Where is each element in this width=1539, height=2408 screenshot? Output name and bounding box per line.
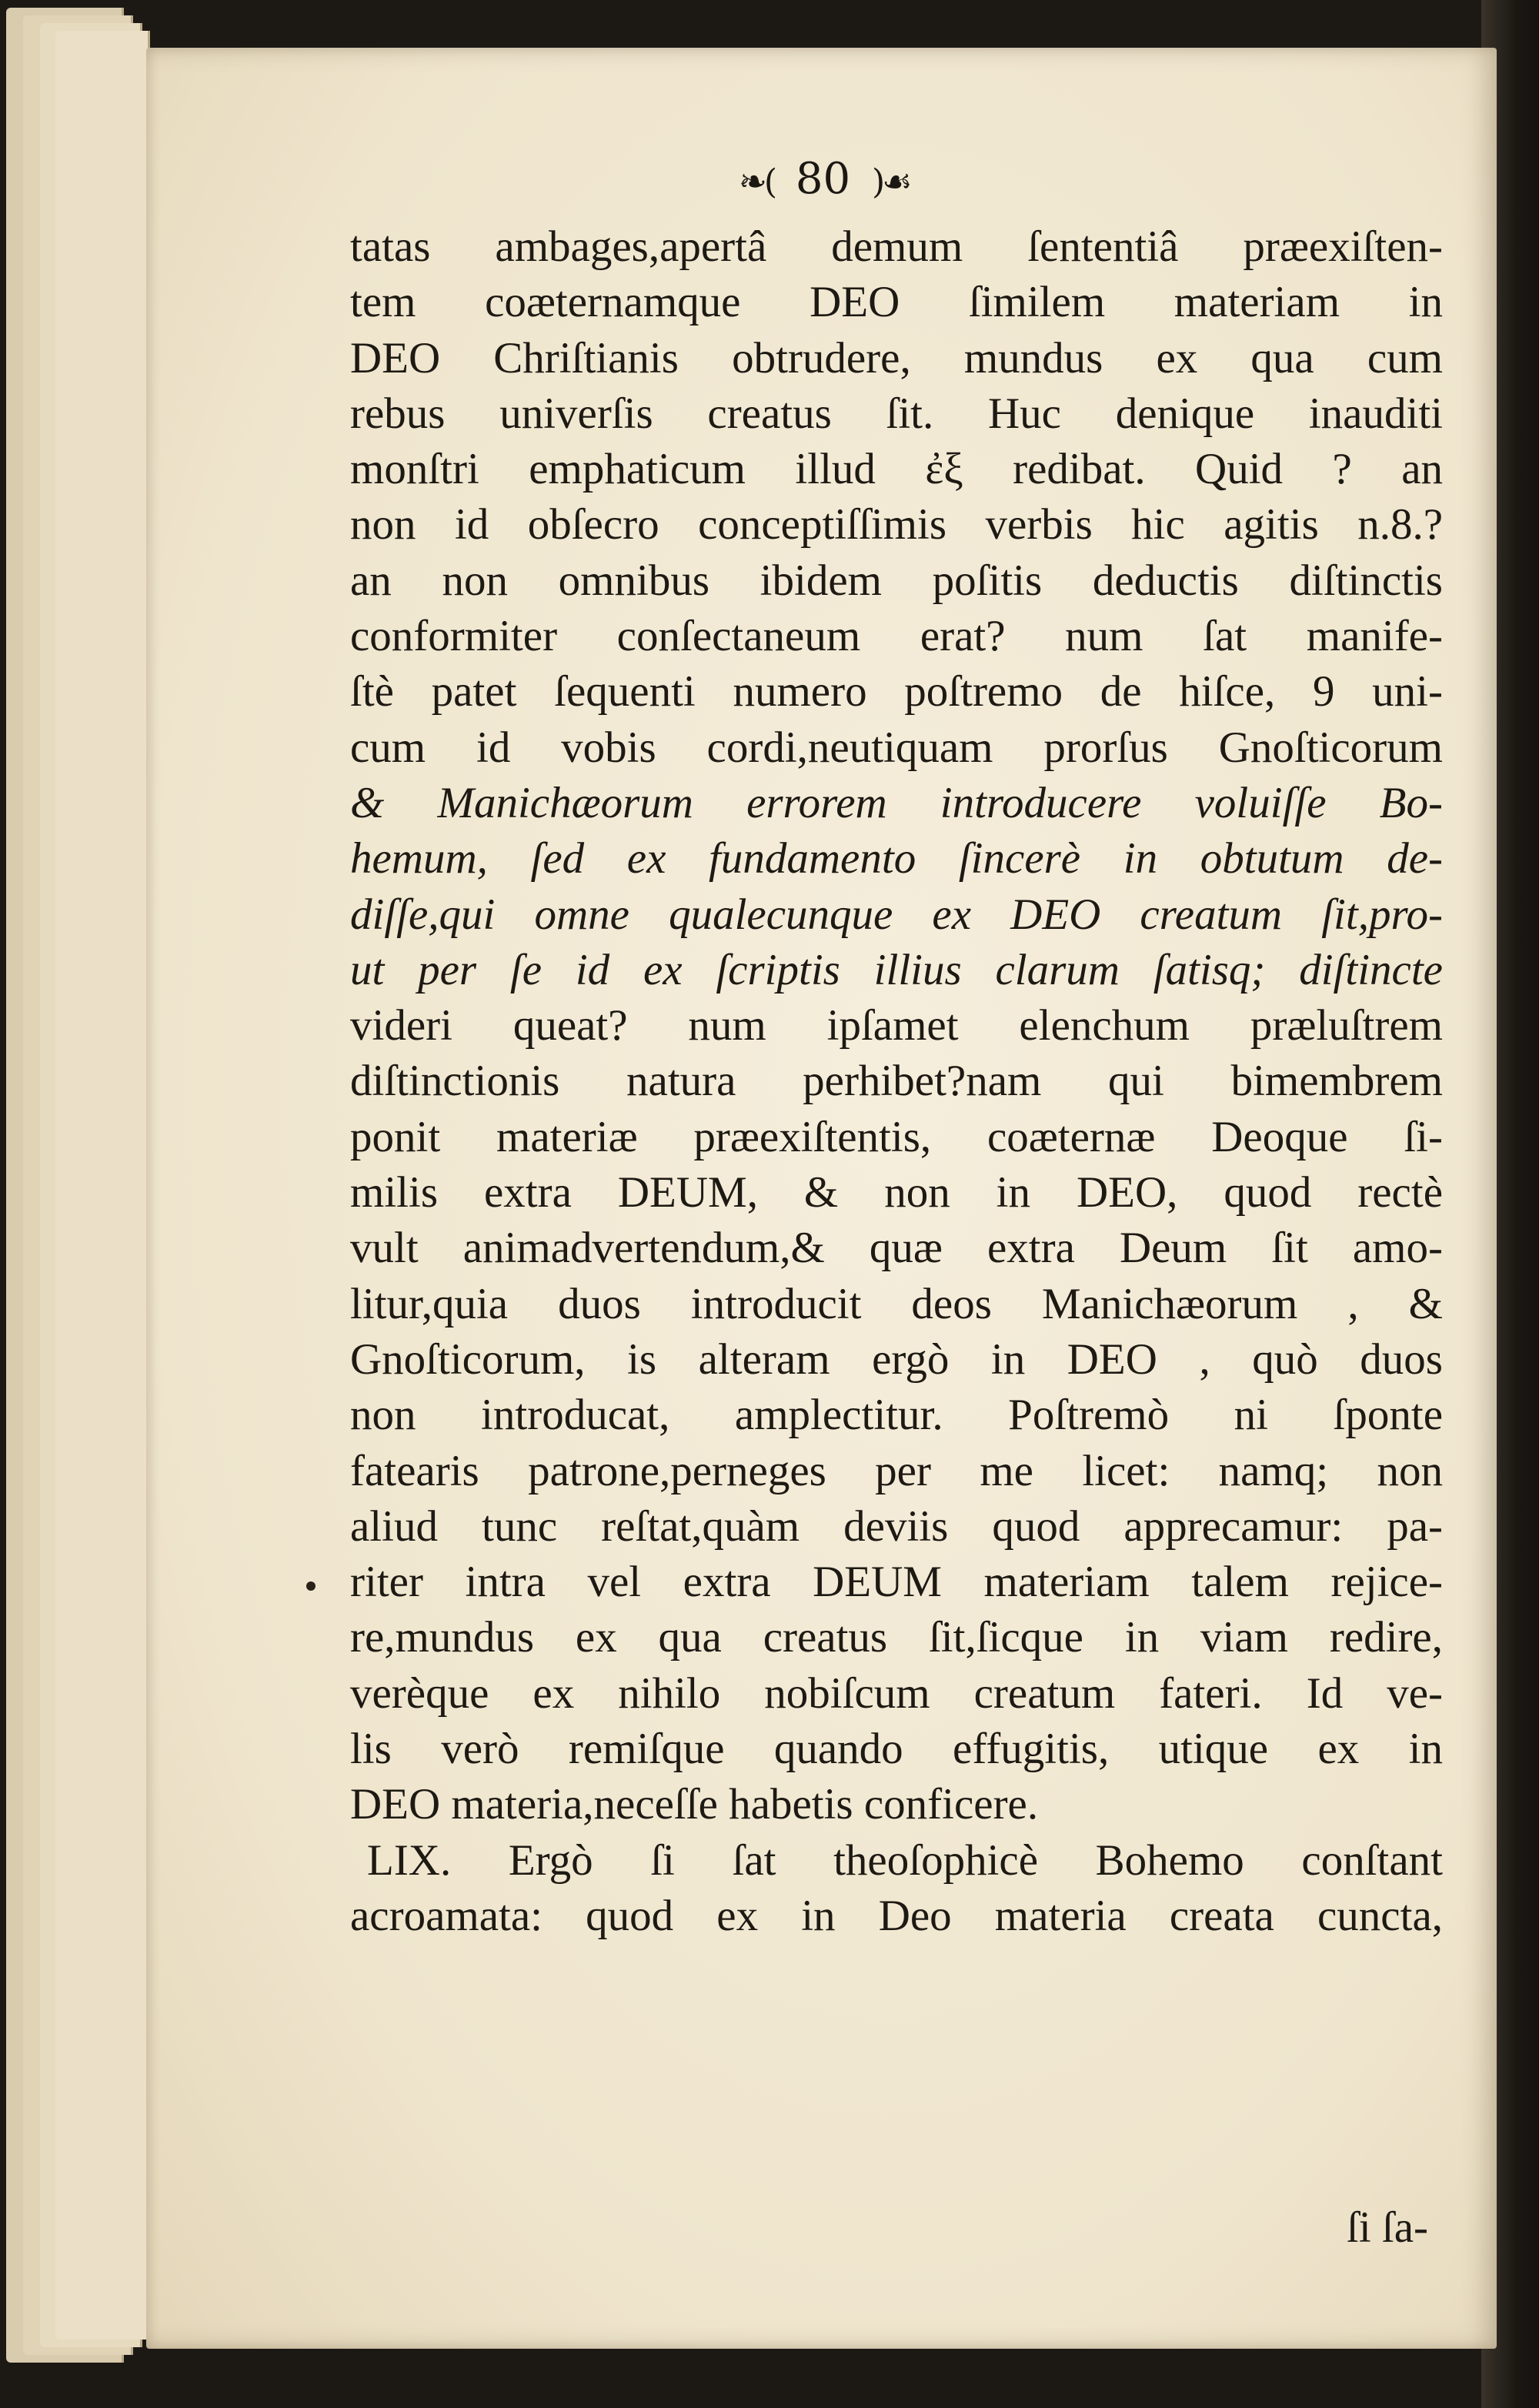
text-line: rebus univerſis creatus ſit. Huc denique inauditi [350, 389, 1443, 438]
text-line: diſſe,qui omne qualecunque ex DEO creatum ſit,pro- [350, 890, 1443, 939]
text-line: videri queat? num ipſamet elenchum præluſtrem [350, 1001, 1443, 1050]
text-line: DEO Chriſtianis obtrudere, mundus ex qua cum [350, 333, 1443, 382]
text-line: lis verò remiſque quando effugitis, utique ex in [350, 1725, 1443, 1774]
text-line: vult animadvertendum,& quæ extra Deum ſit amo- [350, 1224, 1443, 1273]
text-line: ſtè patet ſequenti numero poſtremo de hiſce, 9 uni- [350, 667, 1443, 716]
text-line: non introducat, amplectitur. Poſtremò ni ſponte [350, 1391, 1443, 1440]
text-line: DEO materia,neceſſe habetis conficere. [350, 1780, 1039, 1829]
ink-speck [306, 1581, 315, 1591]
text-line: LIX. Ergò ſi ſat theoſophicè Bohemo conſtant [367, 1835, 1443, 1885]
left-ornament: ❧( [739, 162, 775, 202]
text-line: & Manichæorum errorem introducere voluiſſe Bo- [350, 778, 1443, 827]
text-line: verèque ex nihilo nobiſcum creatum fateri. Id ve- [350, 1668, 1443, 1718]
right-ornament: )☙ [871, 162, 910, 202]
text-line: conformiter conſectaneum erat? num ſat manife- [350, 612, 1443, 661]
body-text [350, 219, 1443, 1944]
text-line: non id obſecro conceptiſſimis verbis hic agitis n.8.? [350, 500, 1443, 549]
page-edge [55, 31, 150, 2340]
text-line: ponit materiæ præexiſtentis, coæternæ Deoque ſi- [350, 1112, 1443, 1161]
text-line: litur,quia duos introducit deos Manichæorum , & [350, 1279, 1443, 1328]
text-line: monſtri emphaticum illud ἐξ redibat. Quid ? an [350, 445, 1443, 494]
text-line: diſtinctionis natura perhibet?nam qui bimembrem [350, 1057, 1443, 1106]
text-line: cum id vobis cordi,neutiquam prorſus Gnoſticorum [350, 723, 1443, 772]
text-line: milis extra DEUM, & non in DEO, quod rectè [350, 1168, 1443, 1217]
catchword: ſi ſa- [1347, 2203, 1429, 2252]
text-line: an non omnibus ibidem poſitis deductis diſtinctis [350, 556, 1443, 605]
text-line: re,mundus ex qua creatus ſit,ſicque in viam redire, [350, 1613, 1443, 1662]
text-line: tem coæternamque DEO ſimilem materiam in [350, 278, 1443, 327]
text-line: tatas ambages,apertâ demum ſententiâ præexiſten- [350, 222, 1443, 271]
text-line: aliud tunc reſtat,quàm deviis quod apprecamur: pa- [350, 1501, 1443, 1551]
text-line: fatearis patrone,perneges per me licet: namq; non [350, 1446, 1443, 1495]
text-line: ut per ſe id ex ſcriptis illius clarum ſatisq; diſtincte [350, 945, 1443, 994]
page-header [739, 154, 910, 204]
text-line: riter intra vel extra DEUM materiam talem rejice- [350, 1558, 1443, 1607]
text-line: Gnoſticorum, is alteram ergò in DEO , quò duos [350, 1334, 1443, 1384]
text-line: hemum, ſed ex fundamento ſincerè in obtutum de- [350, 834, 1443, 883]
text-line: acroamata: quod ex in Deo materia creata cuncta, [350, 1891, 1443, 1940]
page-number: 80 [795, 154, 851, 204]
